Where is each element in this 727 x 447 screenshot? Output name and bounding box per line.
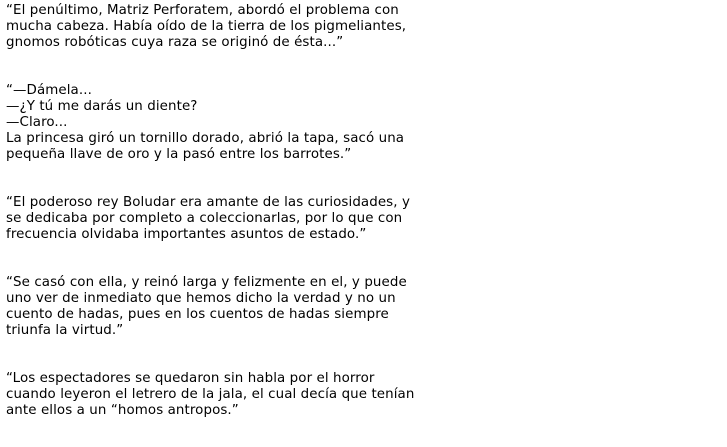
quote-line: cuando leyeron el letrero de la jala, el cual decía que tenían xyxy=(6,387,415,402)
quote-4 xyxy=(6,275,407,339)
quote-line: “El poderoso rey Boludar era amante de las curiosidades, y xyxy=(6,195,410,210)
quote-line: “El penúltimo, Matriz Perforatem, abordó el problema con xyxy=(6,3,399,18)
quote-line: triunfa la virtud.” xyxy=(6,323,124,338)
quote-line: “Se casó con ella, y reinó larga y felizmente en el, y puede xyxy=(6,275,407,290)
quote-line: ante ellos a un “homos antropos.” xyxy=(6,403,239,418)
quote-1 xyxy=(6,3,406,51)
quote-line: se dedicaba por completo a coleccionarlas, por lo que con xyxy=(6,211,403,226)
quote-3 xyxy=(6,195,410,243)
quote-line: pequeña llave de oro y la pasó entre los barrotes.” xyxy=(6,147,352,162)
quote-line: —¿Y tú me darás un diente? xyxy=(6,99,198,114)
quote-2 xyxy=(6,83,404,163)
quote-line: gnomos robóticas cuya raza se originó de ésta...” xyxy=(6,35,344,50)
quote-line: La princesa giró un tornillo dorado, abrió la tapa, sacó una xyxy=(6,131,405,146)
quote-line: “Los espectadores se quedaron sin habla por el horror xyxy=(6,371,375,386)
quotes-page xyxy=(6,0,721,447)
quote-5 xyxy=(6,371,414,419)
quote-line: —Claro... xyxy=(6,115,68,130)
quote-line: mucha cabeza. Había oído de la tierra de los pigmeliantes, xyxy=(6,19,407,34)
quote-line: frecuencia olvidaba importantes asuntos de estado.” xyxy=(6,227,367,242)
quote-line: cuento de hadas, pues en los cuentos de hadas siempre xyxy=(6,307,389,322)
quote-line: “—Dámela... xyxy=(6,83,92,98)
quote-line: uno ver de inmediato que hemos dicho la verdad y no un xyxy=(6,291,396,306)
